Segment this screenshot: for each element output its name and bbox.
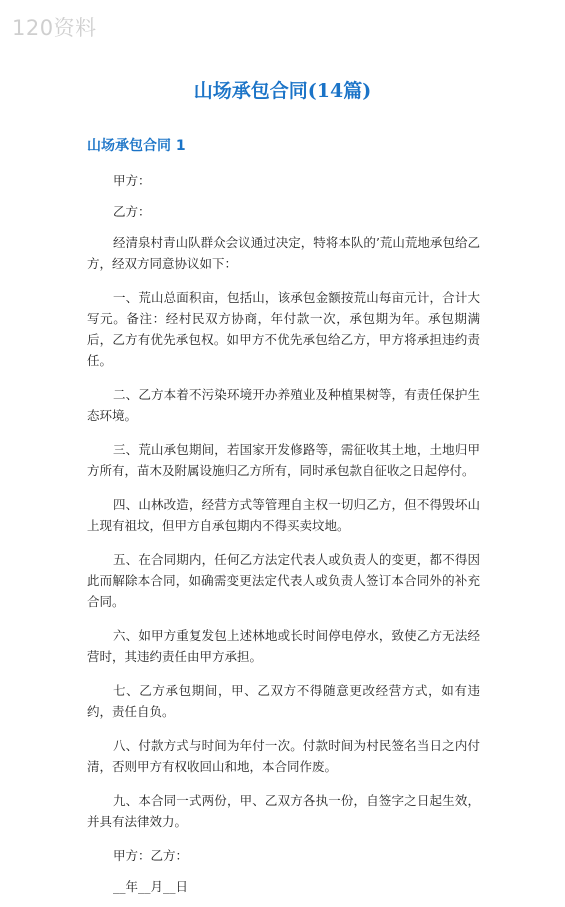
contract-intro: 经清泉村青山队群众会议通过决定，特将本队的’荒山荒地承包给乙方，经双方同意协议如下： — [87, 235, 480, 271]
clause-3: 三、荒山承包期间，若国家开发修路等，需征收其土地，土地归甲方所有，苗木及附属设施归乙方所有，同时承包款自征收之日起停付。 — [87, 442, 480, 478]
date-line: __年__月__日 — [113, 879, 189, 894]
clause-2: 二、乙方本着不污染环境开办养殖业及种植果树等，有责任保护生态环境。 — [87, 387, 480, 423]
document-title: 山场承包合同(14篇) — [193, 80, 372, 102]
party-b-line: 乙方： — [113, 204, 151, 219]
clause-7: 七、乙方承包期间，甲、乙双方不得随意更改经营方式，如有违约，责任自负。 — [87, 683, 480, 719]
party-a-line: 甲方： — [113, 173, 151, 188]
clause-1: 一、荒山总面积亩，包括山，该承包金额按荒山每亩元计，合计大写元。备注：经村民双方协商，年付款一次，承包期为年。承包期满后，乙方有优先承包权。如甲方不优先承包给乙方，甲方将承担违约责任。 — [87, 290, 480, 368]
clause-4: 四、山林改造，经营方式等管理自主权一切归乙方，但不得毁坏山上现有祖坟，但甲方自承包期内不得买卖坟地。 — [87, 497, 480, 533]
clause-9: 九、本合同一式两份，甲、乙双方各执一份，自签字之日起生效，并具有法律效力。 — [87, 793, 480, 829]
clause-5: 五、在合同期内，任何乙方法定代表人或负责人的变更，都不得因此而解除本合同，如确需变更法定代表人或负责人签订本合同外的补充合同。 — [87, 552, 480, 609]
contract-body — [87, 170, 480, 907]
clause-8: 八、付款方式与时间为年付一次。付款时间为村民签名当日之内付清，否则甲方有权收回山和地，本合同作废。 — [87, 738, 480, 774]
signature-line: 甲方：乙方： — [113, 848, 189, 863]
clause-6: 六、如甲方重复发包上述林地或长时间停电停水，致使乙方无法经营时，其违约责任由甲方承担。 — [87, 628, 480, 664]
section-heading: 山场承包合同 1 — [87, 138, 186, 154]
watermark-logo: 120资料 — [12, 16, 97, 40]
